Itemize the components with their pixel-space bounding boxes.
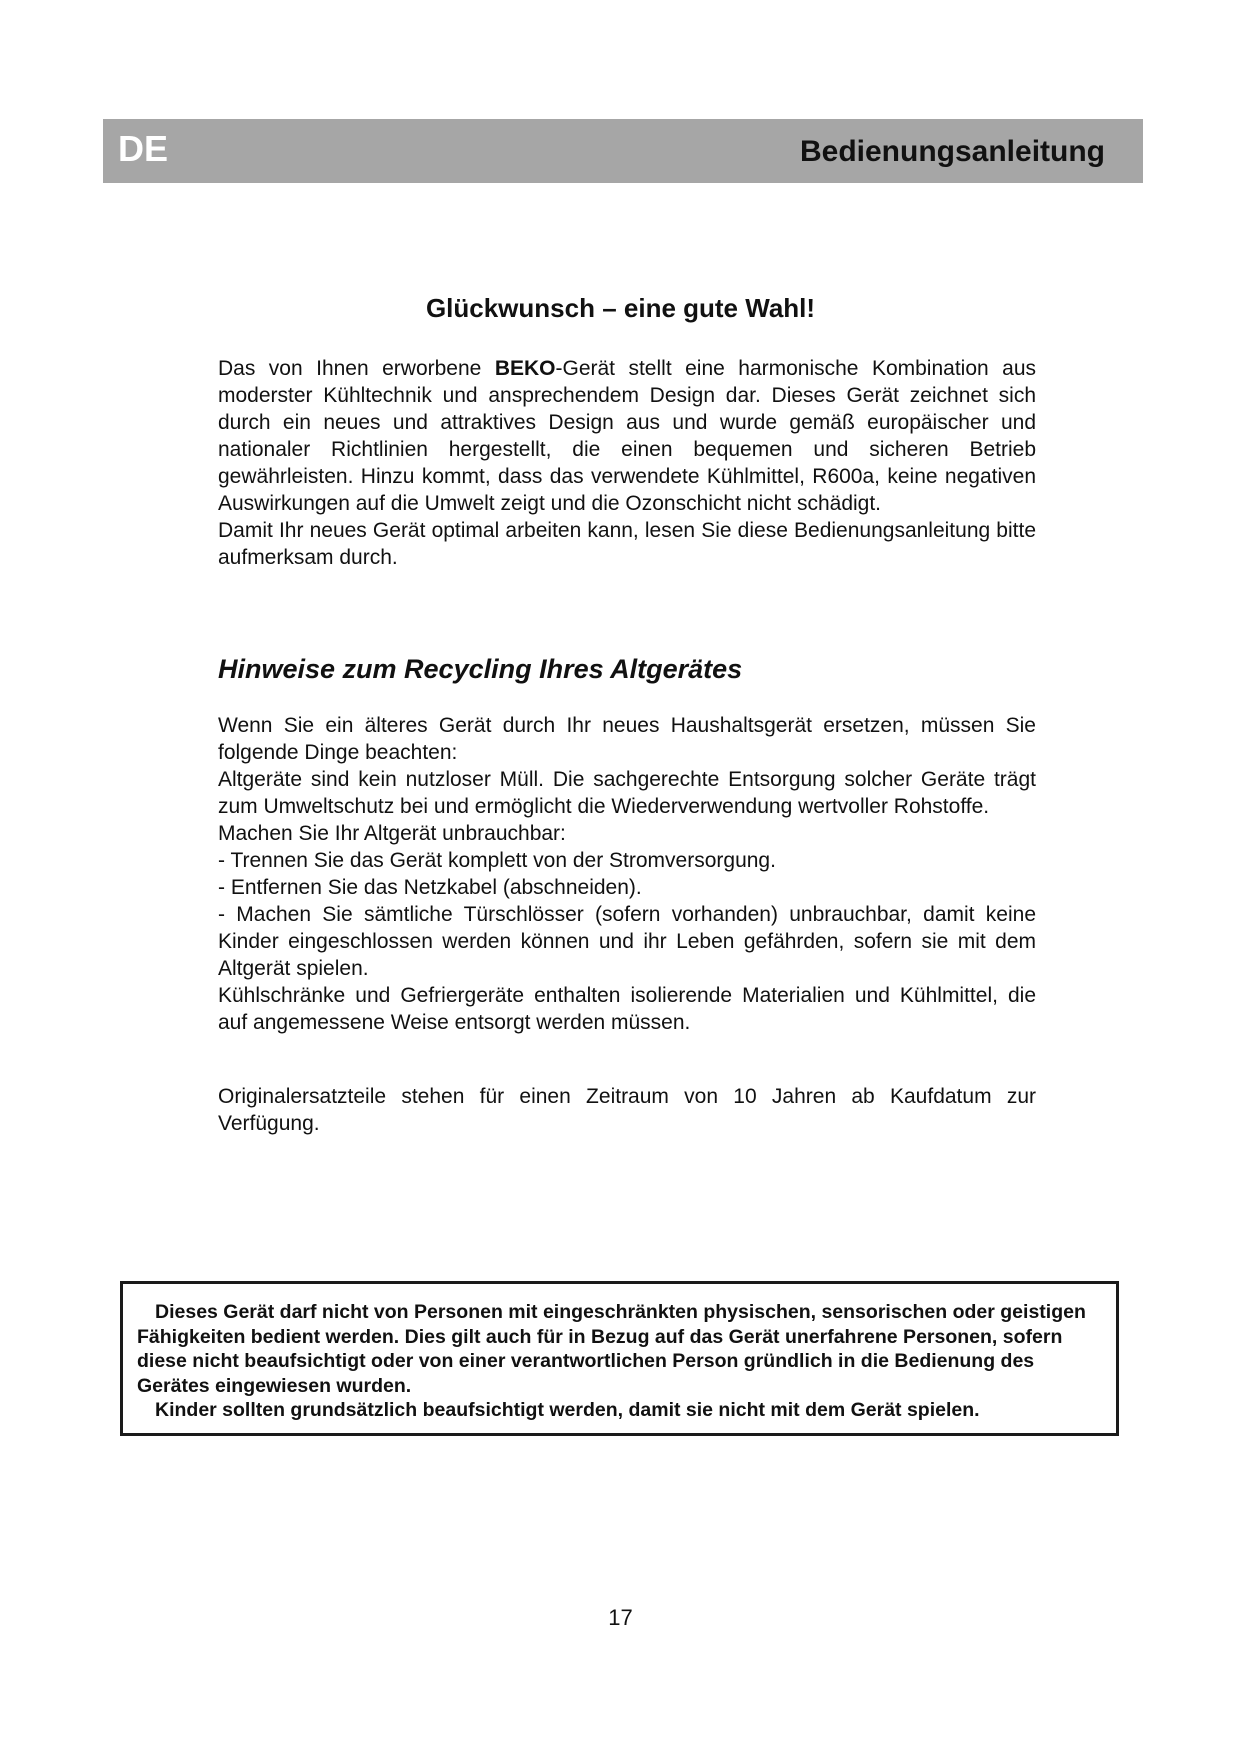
safety-notice-box xyxy=(120,1281,1119,1436)
recycling-line: Kühlschränke und Gefriergeräte enthalten isolierende Materialien und Kühlmittel, die auf angemessene Weise entsorgt werden müssen. xyxy=(218,984,1036,1034)
recycling-line: Altgeräte sind kein nutzloser Müll. Die sachgerechte Entsorgung solcher Geräte trägt zum Umweltschutz bei und ermöglicht die Wiederverwendung wertvoller Rohstoffe. xyxy=(218,768,1036,818)
intro-text-start: Das von Ihnen erworbene xyxy=(218,357,495,380)
recycling-line: Wenn Sie ein älteres Gerät durch Ihr neues Haushaltsgerät ersetzen, müssen Sie folgende Dinge beachten: xyxy=(218,714,1036,764)
safety-notice-line: Kinder sollten grundsätzlich beaufsichtigt werden, damit sie nicht mit dem Gerät spielen. xyxy=(155,1399,980,1421)
recycling-line: Machen Sie Ihr Altgerät unbrauchbar: xyxy=(218,822,566,845)
page-number: 17 xyxy=(608,1605,633,1630)
safety-notice-text xyxy=(137,1300,1102,1423)
safety-notice-line: Dieses Gerät darf nicht von Personen mit eingeschränkten physischen, sensorischen oder geistigen Fähigkeiten bedient werden. Dies gilt auch für in Bezug auf das Gerät unerfahrene Personen, sofern diese nicht beaufsichtigt oder von einer verantwortlichen Person gründlich in die Bedienung des Gerätes eingewiesen wurden. xyxy=(137,1301,1086,1397)
language-code: DE xyxy=(118,128,169,169)
recycling-section-title: Hinweise zum Recycling Ihres Altgerätes xyxy=(218,654,743,684)
headline: Glückwunsch – eine gute Wahl! xyxy=(425,293,816,323)
brand-name: BEKO xyxy=(494,357,556,380)
recycling-paragraph xyxy=(218,712,1036,1036)
recycling-step: - Trennen Sie das Gerät komplett von der Stromversorgung. xyxy=(218,849,776,872)
document-title: Bedienungsanleitung xyxy=(799,135,1105,168)
recycling-step: - Machen Sie sämtliche Türschlösser (sofern vorhanden) unbrauchbar, damit keine Kinder eingeschlossen werden können und ihr Leben gefährden, sofern sie mit dem Altgerät spielen. xyxy=(218,903,1036,980)
intro-paragraph xyxy=(218,355,1036,571)
intro-text-end: -Gerät stellt eine harmonische Kombination aus moderster Kühltechnik und ansprechendem Design dar. Dieses Gerät zeichnet sich durch ein neues und attraktives Design aus und wurde gemäß europäischer und nationaler Richtlinien hergestellt, die einen bequemen und sicheren Betrieb gewährleisten. Hinzu kommt, dass das verwendete Kühlmittel, R600a, keine negativen Auswirkungen auf die Umwelt zeigt und die Ozonschicht nicht schädigt. xyxy=(218,357,1036,515)
recycling-step: - Entfernen Sie das Netzkabel (abschneiden). xyxy=(218,876,642,899)
spare-parts-note: Originalersatzteile stehen für einen Zeitraum von 10 Jahren ab Kaufdatum zur Verfügung. xyxy=(218,1085,1036,1135)
intro-reading-note: Damit Ihr neues Gerät optimal arbeiten kann, lesen Sie diese Bedienungsanleitung bitte aufmerksam durch. xyxy=(218,519,1036,569)
